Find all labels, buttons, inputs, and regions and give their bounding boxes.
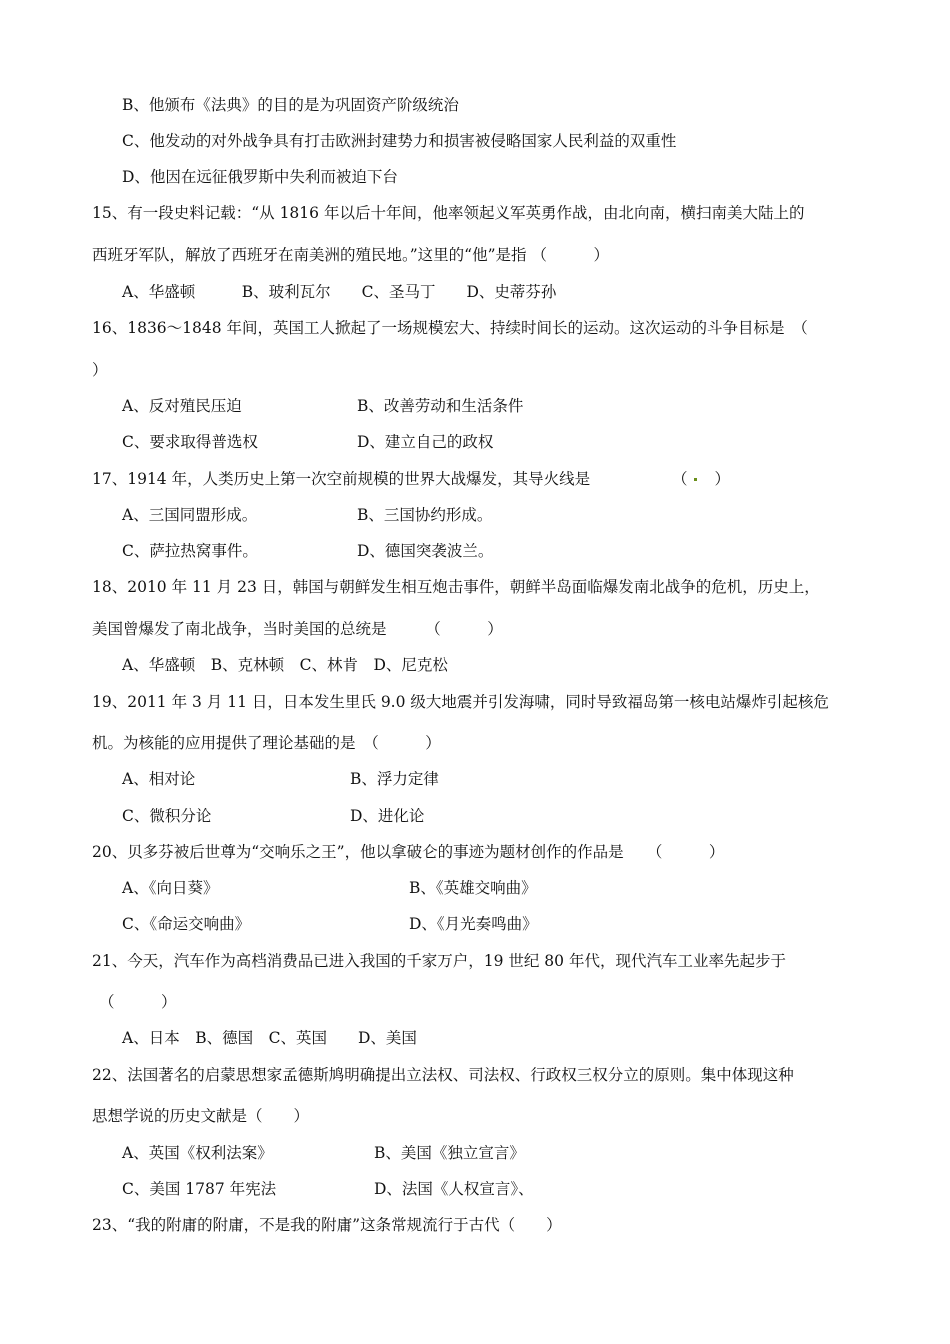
- q19-option-c: C、微积分论: [122, 807, 212, 825]
- q16-option-b: B、改善劳动和生活条件: [357, 397, 524, 415]
- q17-answer-bracket: [672, 469, 730, 489]
- q18-stem-line2: 美国曾爆发了南北战争，当时美国的总统是 （ ）: [92, 620, 503, 638]
- q22-stem-line2: 思想学说的历史文献是（ ）: [92, 1107, 310, 1125]
- q14-option-b: B、他颁布《法典》的目的是为巩固资产阶级统治: [122, 96, 459, 114]
- q14-option-d: D、他因在远征俄罗斯中失利而被迫下台: [122, 168, 398, 186]
- q21-stem-line2: （ ）: [99, 993, 177, 1011]
- green-dot-mark: [694, 478, 697, 481]
- q22-option-b: B、美国《独立宣言》: [374, 1144, 525, 1162]
- q22-stem-line1: 22、法国著名的启蒙思想家孟德斯鸠明确提出立法权、司法权、行政权三权分立的原则。集中体现这种: [92, 1066, 794, 1084]
- q15-options: A、华盛顿 B、玻利瓦尔 C、圣马丁 D、史蒂芬孙: [122, 283, 557, 301]
- q15-stem-line2: 西班牙军队，解放了西班牙在南美洲的殖民地。”这里的“他”是指 （ ）: [92, 246, 609, 264]
- q17-stem: [92, 469, 590, 489]
- q16-option-d: D、建立自己的政权: [357, 433, 494, 451]
- q14-option-c: C、他发动的对外战争具有打击欧洲封建势力和损害被侵略国家人民利益的双重性: [122, 132, 677, 150]
- q16-stem-line2: ）: [92, 361, 108, 379]
- q19-option-a: A、相对论: [122, 770, 196, 788]
- q18-options: A、华盛顿 B、克林顿 C、林肯 D、尼克松: [122, 656, 448, 674]
- q17-option-c: C、萨拉热窝事件。: [122, 542, 258, 560]
- q19-stem-line2: 机。为核能的应用提供了理论基础的是 （ ）: [92, 734, 441, 752]
- q22-option-c: C、美国 1787 年宪法: [122, 1180, 277, 1198]
- q21-options: A、日本 B、德国 C、英国 D、美国: [122, 1029, 417, 1047]
- q19-stem-line1: 19、2011 年 3 月 11 日，日本发生里氏 9.0 级大地震并引发海啸，同时导致福岛第一核电站爆炸引起核危: [92, 693, 829, 711]
- q20-option-c: C、《命运交响曲》: [122, 915, 251, 933]
- q17-option-a: A、三国同盟形成。: [122, 506, 258, 524]
- q15-stem-line1: 15、有一段史料记载：“从 1816 年以后十年间，他率领起义军英勇作战，由北向南，横扫南美大陆上的: [92, 204, 805, 222]
- q16-option-c: C、要求取得普选权: [122, 433, 258, 451]
- q16-stem-line1: 16、1836～1848 年间，英国工人掀起了一场规模宏大、持续时间长的运动。这次运动的斗争目标是 （: [92, 319, 808, 337]
- q17-bracket-close: ）: [714, 470, 731, 488]
- q19-option-b: B、浮力定律: [350, 770, 439, 788]
- q18-stem-line1: 18、2010 年 11 月 23 日，韩国与朝鲜发生相互炮击事件，朝鲜半岛面临爆发南北战争的危机，历史上，: [92, 578, 820, 596]
- q17-option-b: B、三国协约形成。: [357, 506, 493, 524]
- q20-stem: 20、贝多芬被后世尊为“交响乐之王”，他以拿破仑的事迹为题材创作的作品是 （ ）: [92, 843, 725, 861]
- q22-option-d: D、法国《人权宣言》、: [374, 1180, 534, 1198]
- q20-option-a: A、《向日葵》: [122, 879, 219, 897]
- q16-option-a: A、反对殖民压迫: [122, 397, 242, 415]
- q20-option-d: D、《月光奏鸣曲》: [409, 915, 538, 933]
- q17-bracket-open: （: [672, 470, 688, 488]
- q22-option-a: A、英国《权利法案》: [122, 1144, 273, 1162]
- q21-stem-line1: 21、今天，汽车作为高档消费品已进入我国的千家万户，19 世纪 80 年代，现代汽车工业率先起步于: [92, 952, 786, 970]
- q19-option-d: D、进化论: [350, 807, 425, 825]
- q20-option-b: B、《英雄交响曲》: [409, 879, 537, 897]
- q23-stem: 23、“我的附庸的附庸，不是我的附庸”这条常规流行于古代（ ）: [92, 1216, 562, 1234]
- q17-stem-text: 17、1914 年，人类历史上第一次空前规模的世界大战爆发，其导火线是: [92, 470, 591, 488]
- q17-option-d: D、德国突袭波兰。: [357, 542, 494, 560]
